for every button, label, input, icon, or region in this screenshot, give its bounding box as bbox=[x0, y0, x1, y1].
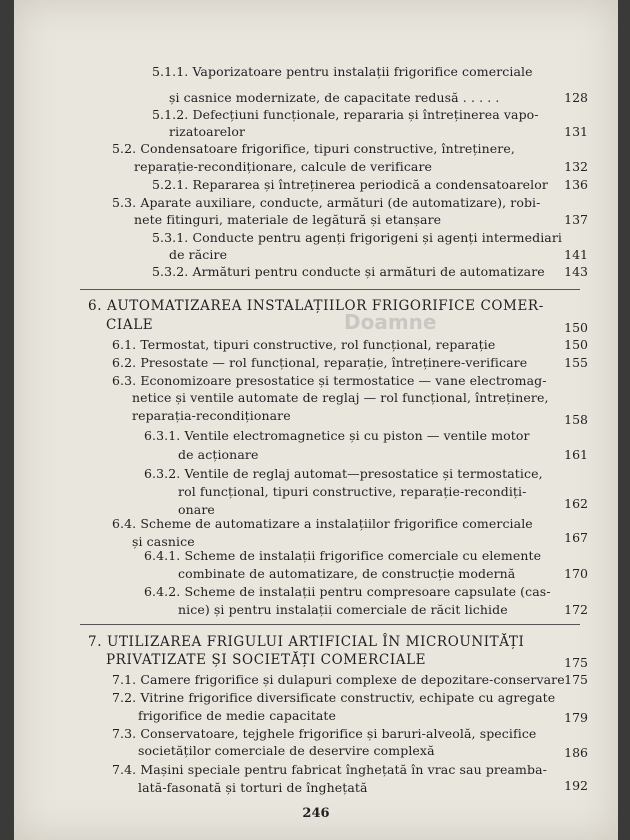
toc-entry: 6.3. Economizoare presostatice și termostatice — vane electromag- bbox=[112, 373, 547, 388]
toc-page-number: 158 bbox=[564, 412, 588, 427]
toc-entry: frigorifice de medie capacitate bbox=[138, 708, 336, 723]
toc-entry: rol funcțional, tipuri constructive, reparație-recondiți- bbox=[178, 484, 527, 499]
toc-entry: de răcire bbox=[169, 247, 228, 262]
toc-page-number: 155 bbox=[564, 355, 588, 370]
toc-entry: 6.3.2. Ventile de reglaj automat—presostatice și termostatice, bbox=[144, 466, 543, 481]
chapter-heading: 7. UTILIZAREA FRIGULUI ARTIFICIAL ÎN MICROUNITĂȚI bbox=[88, 634, 525, 650]
toc-entry: și casnice modernizate, de capacitate redusă . . . . . bbox=[169, 90, 500, 105]
toc-page-number: 167 bbox=[564, 530, 588, 545]
toc-page-number: 128 bbox=[564, 90, 588, 105]
book-page bbox=[14, 0, 618, 840]
toc-entry: 6.3.1. Ventile electromagnetice și cu piston — ventile motor bbox=[144, 428, 530, 443]
toc-entry: combinate de automatizare, de construcție modernă bbox=[178, 566, 516, 581]
section-divider bbox=[80, 289, 580, 290]
toc-entry: 6.4. Scheme de automatizare a instalațiilor frigorifice comerciale bbox=[112, 516, 533, 531]
toc-entry: 5.2. Condensatoare frigorifice, tipuri constructive, întreținere, bbox=[112, 141, 515, 156]
table-of-contents bbox=[14, 0, 618, 840]
toc-page-number: 141 bbox=[564, 247, 588, 262]
toc-entry: 5.2.1. Repararea și întreținerea periodică a condensatoarelor bbox=[152, 177, 548, 192]
toc-entry: reparație-recondiționare, calcule de verificare bbox=[134, 159, 433, 174]
toc-page-number: 186 bbox=[564, 745, 588, 760]
chapter-heading: 6. AUTOMATIZAREA INSTALAȚIILOR FRIGORIFICE COMER- bbox=[88, 298, 544, 314]
toc-page-number: 137 bbox=[564, 212, 588, 227]
toc-entry: 7.4. Mașini speciale pentru fabricat înghețată în vrac sau preamba- bbox=[112, 762, 547, 777]
toc-page-number: 150 bbox=[564, 320, 588, 335]
toc-page-number: 131 bbox=[564, 124, 588, 139]
toc-entry: 5.3.1. Conducte pentru agenți frigorigeni și agenți intermediari bbox=[152, 230, 563, 245]
toc-entry: 5.3. Aparate auxiliare, conducte, armături (de automatizare), robi- bbox=[112, 195, 541, 210]
toc-page-number: 172 bbox=[564, 602, 588, 617]
toc-entry: reparația-recondiționare bbox=[132, 408, 291, 423]
page-number-footer: 246 bbox=[302, 806, 330, 821]
toc-page-number: 192 bbox=[564, 778, 588, 793]
toc-entry: 7.3. Conservatoare, tejghele frigorifice și baruri-alveolă, specifice bbox=[112, 726, 537, 741]
toc-page-number: 136 bbox=[564, 177, 588, 192]
toc-page-number: 150 bbox=[564, 337, 588, 352]
toc-page-number: 143 bbox=[564, 264, 588, 279]
toc-page-number: 175 bbox=[564, 655, 588, 670]
toc-page-number: 162 bbox=[564, 496, 588, 511]
toc-entry: lată-fasonată și torturi de înghețată bbox=[138, 780, 368, 795]
chapter-heading: PRIVATIZATE ȘI SOCIETĂȚI COMERCIALE bbox=[106, 652, 427, 668]
toc-entry: nete fitinguri, materiale de legătură și etanșare bbox=[134, 212, 442, 227]
section-divider bbox=[80, 624, 580, 625]
toc-entry: 5.1.2. Defecțiuni funcționale, repararia și întreținerea vapo- bbox=[152, 107, 539, 122]
toc-entry: 5.1.1. Vaporizatoare pentru instalații frigorifice comerciale bbox=[152, 64, 533, 79]
toc-entry: rizatoarelor bbox=[169, 124, 246, 139]
toc-page-number: 175 bbox=[564, 672, 588, 687]
toc-page-number: 161 bbox=[564, 447, 588, 462]
toc-entry: 6.4.1. Scheme de instalații frigorifice comerciale cu elemente bbox=[144, 548, 542, 563]
toc-entry: netice și ventile automate de reglaj — rol funcțional, întreținere, bbox=[132, 390, 549, 405]
chapter-heading: CIALE bbox=[106, 317, 154, 333]
toc-entry: 7.1. Camere frigorifice și dulapuri complexe de depozitare-conservare bbox=[112, 672, 565, 687]
toc-entry: 5.3.2. Armături pentru conducte și armături de automatizare bbox=[152, 264, 545, 279]
toc-entry: 7.2. Vitrine frigorifice diversificate constructiv, echipate cu agregate bbox=[112, 690, 556, 705]
watermark-logo: Doamne bbox=[344, 310, 437, 334]
toc-entry: societăților comerciale de deservire complexă bbox=[138, 743, 435, 758]
toc-entry: 6.4.2. Scheme de instalații pentru compresoare capsulate (cas- bbox=[144, 584, 551, 599]
toc-entry: 6.1. Termostat, tipuri constructive, rol funcțional, reparație bbox=[112, 337, 496, 352]
toc-page-number: 132 bbox=[564, 159, 588, 174]
toc-entry: 6.2. Presostate — rol funcțional, reparație, întreținere-verificare bbox=[112, 355, 528, 370]
toc-page-number: 170 bbox=[564, 566, 588, 581]
toc-page-number: 179 bbox=[564, 710, 588, 725]
toc-entry: nice) și pentru instalații comerciale de răcit lichide bbox=[178, 602, 508, 617]
toc-entry: și casnice bbox=[132, 534, 195, 549]
toc-entry: onare bbox=[178, 502, 215, 517]
toc-entry: de acționare bbox=[178, 447, 259, 462]
